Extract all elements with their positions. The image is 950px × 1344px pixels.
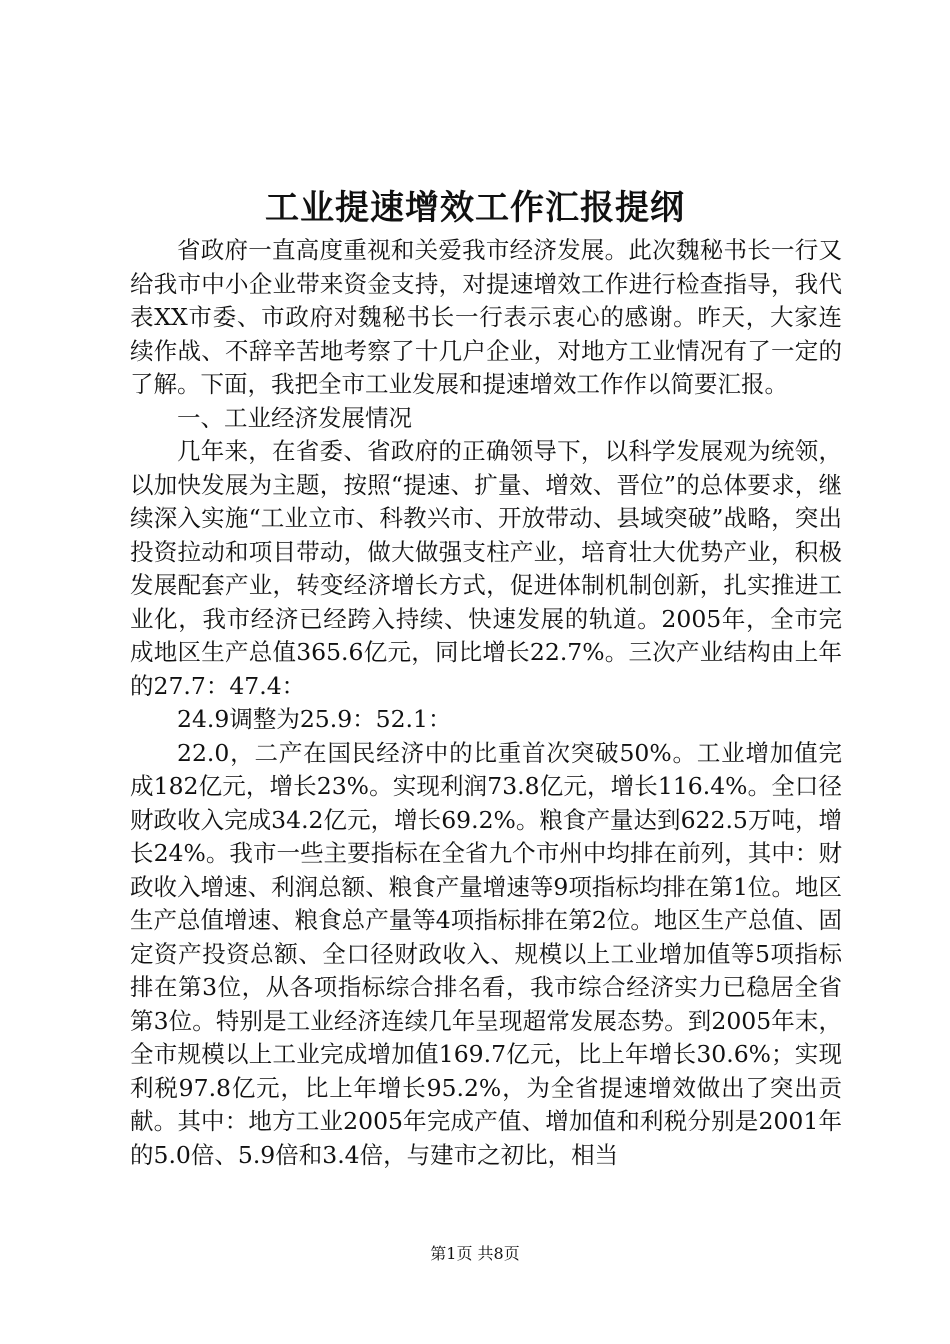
paragraph-indicators: 22.0，二产在国民经济中的比重首次突破50%。工业增加值完成182亿元，增长23%。实现利润73.8亿元，增长116.4%。全口径财政收入完成34.2亿元，增长69.2%。粮食产量达到622.5万吨，增长24%。我市一些主要指标在全省九个市州中均排在前列，其中：财政收入增速、利润总额、粮食产量增速等9项指标均排在第1位。地区生产总值增速、粮食总产量等4项指标排在第2位。地区生产总值、固定资产投资总额、全口径财政收入、规模以上工业增加值等5项指标排在第3位，从各项指标综合排名看，我市综合经济实力已稳居全省第3位。特别是工业经济连续几年呈现超常发展态势。到2005年末，全市规模以上工业完成增加值169.7亿元，比上年增长30.6%；实现利税97.8亿元，比上年增长95.2%，为全省提速增效做出了突出贡献。其中：地方工业2005年完成产值、增加值和利税分别是2001年的5.0倍、5.9倍和3.4倍，与建市之初比，相当	[130, 738, 842, 1169]
document-title: 工业提速增效工作汇报提纲	[265, 188, 685, 228]
paragraph-structure: 24.9调整为25.9：52.1：	[177, 705, 452, 733]
paragraph-development: 几年来，在省委、省政府的正确领导下，以科学发展观为统领，以加快发展为主题，按照“提速、扩量、增效、晋位”的总体要求，继续深入实施“工业立市、科教兴市、开放带动、县域突破”战略，突出投资拉动和项目带动，做大做强支柱产业，培育壮大优势产业，积极发展配套产业，转变经济增长方式，促进体制机制创新，扎实推进工业化，我市经济已经跨入持续、快速发展的轨道。2005年，全市完成地区生产总值365.6亿元，同比增长22.7%。三次产业结构由上年的27.7：47.4：	[130, 437, 842, 700]
section-heading: 一、工业经济发展情况	[177, 403, 412, 432]
document-body	[130, 234, 842, 1172]
page-number-footer: 第1页 共8页	[430, 1244, 520, 1263]
paragraph-intro: 省政府一直高度重视和关爱我市经济发展。此次魏秘书长一行又给我市中小企业带来资金支持，对提速增效工作进行检查指导，我代表XX市委、市政府对魏秘书长一行表示衷心的感谢。昨天，大家连续作战、不辞辛苦地考察了十几户企业，对地方工业情况有了一定的了解。下面，我把全市工业发展和提速增效工作作以简要汇报。	[130, 236, 842, 398]
